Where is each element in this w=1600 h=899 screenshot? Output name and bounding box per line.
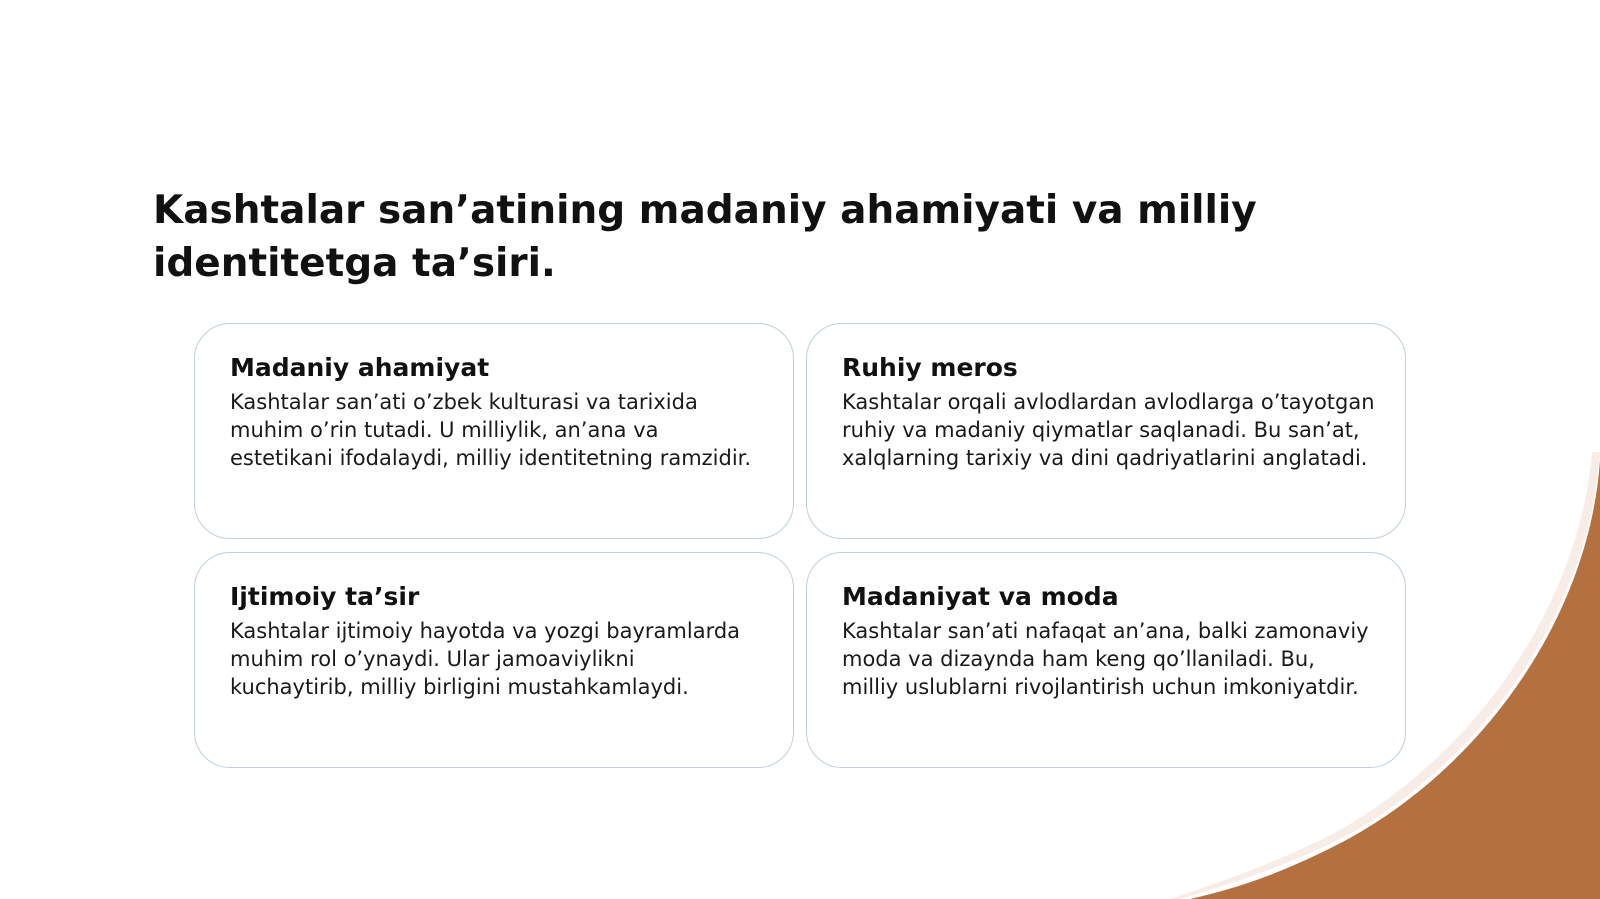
page-title: Kashtalar san’atining madaniy ahamiyati va milliy identitetga ta’siri. [153,188,1257,286]
card-title: Ruhiy meros [842,353,1018,382]
card-ijtimoiy-tasir [194,552,794,768]
card-body: Kashtalar orqali avlodlardan avlodlarga o’tayotgan ruhiy va madaniy qiymatlar saqlanadi. Bu san’at, xalqlarning tarixiy va dini qadriyatlarini anglatadi. [842,390,1375,470]
card-body: Kashtalar san’ati o’zbek kulturasi va tarixida muhim o’rin tutadi. U milliylik, an’ana va estetikani ifodalaydi, milliy identitetning ramzidir. [230,390,752,470]
cards-grid [194,323,1406,768]
card-title: Madaniy ahamiyat [230,353,490,382]
card-body: Kashtalar san’ati nafaqat an’ana, balki zamonaviy moda va dizaynda ham keng qo’llaniladi. Bu, milliy uslublarni rivojlantirish uchun imkoniyatdir. [842,619,1369,699]
card-madaniyat-va-moda [806,552,1406,768]
card-title: Ijtimoiy ta’sir [230,582,420,611]
card-body: Kashtalar ijtimoiy hayotda va yozgi bayramlarda muhim rol o’ynaydi. Ular jamoaviylikni kuchaytirib, milliy birligini mustahkamlaydi. [230,619,741,699]
card-madaniy-ahamiyat [194,323,794,539]
card-title: Madaniyat va moda [842,582,1119,611]
card-ruhiy-meros [806,323,1406,539]
